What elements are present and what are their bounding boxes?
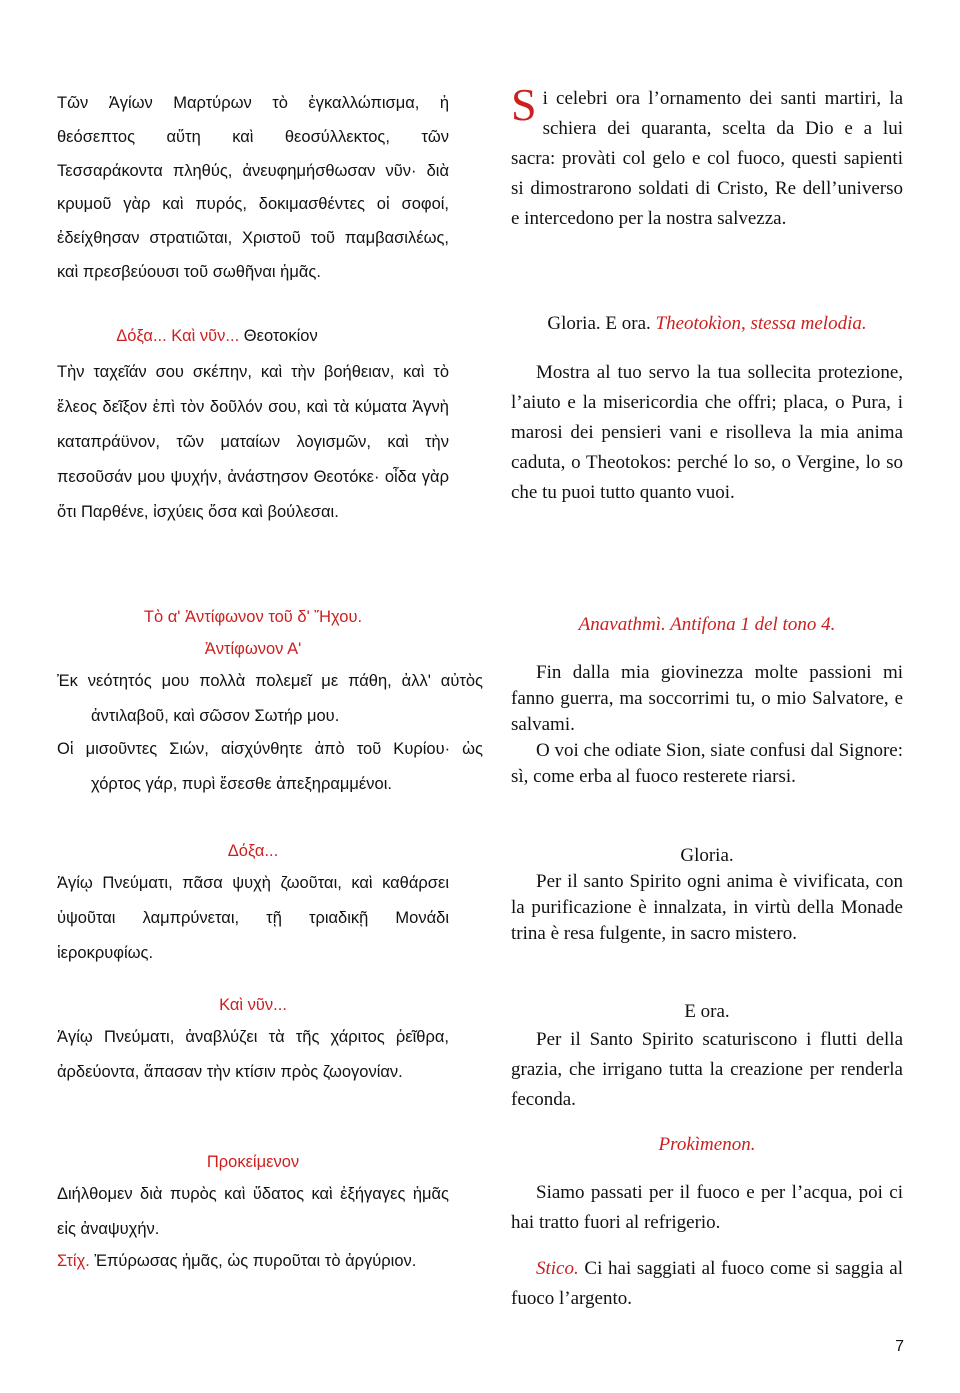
greek-theotokion: Τὴν ταχεῖάν σου σκέπην, καὶ τὴν βοήθειαν, καὶ τὸ ἔλεος δεῖξον ἐπὶ τὸν δοῦλόν σου, καὶ τὰ κύματα Ἁγνὴ καταπράϋνον, τῶν ματαίων λογισμῶν, καὶ τὴν πεσοῦσάν μου ψυχήν, ἀνάστησον Θεοτόκε· οἶδα γὰρ ὅτι Παρθένε, ἰσχύεις ὅσα καὶ βούλεσαι. xyxy=(57,363,449,521)
italian-verse-1: Fin dalla mia giovinezza molte passioni mi fanno guerra, ma soccorrimi tu, o mio Salvatore, e salvami. xyxy=(511,662,903,735)
greek-kai-nyn-text: Ἁγίῳ Πνεύματι, ἀναβλύζει τὰ τῆς χάριτος ῥεῖθρα, ἀρδεύοντα, ἅπασαν τὴν κτίσιν πρὸς ζωογονίαν. xyxy=(57,1028,449,1081)
greek-kai-nyn-rubric: Καὶ νῦν... xyxy=(219,996,287,1014)
greek-stich-text: Ἐπύρωσας ἡμᾶς, ὡς πυροῦται τὸ ἀργύριον. xyxy=(89,1252,417,1270)
greek-antiphon-title: Τὸ α' Ἀντίφωνον τοῦ δ' Ἤχου. xyxy=(143,608,363,626)
italian-gloria: Gloria. xyxy=(680,845,734,866)
greek-prokeimenon-text: Διήλθομεν διὰ πυρὸς καὶ ὕδατος καὶ ἐξήγαγες ἡμᾶς εἰς ἀναψυχήν. xyxy=(57,1185,449,1238)
greek-doxa-theotokion-heading xyxy=(57,320,377,354)
greek-stich xyxy=(57,1245,449,1279)
italian-theotokion: Mostra al tuo servo la tua sollecita protezione, l’aiuto e la misericordia che offri; placa, o Pura, i marosi dei pensieri vani e risolleva la mia anima caduta, o Theotokos: perché lo so, o Vergine, lo so che tu puoi tutto quanto vuoi. xyxy=(511,362,903,503)
italian-stico-text: Ci hai saggiati al fuoco come si saggia al fuoco l’argento. xyxy=(511,1258,903,1309)
greek-verse-2: Οἱ μισοῦντες Σιών, αἰσχύνθητε ἀπὸ τοῦ Κυρίου· ὡς χόρτος γάρ, πυρὶ ἔσεσθε ἀπεξηραμμένοι. xyxy=(57,740,483,793)
greek-antiphon-subtitle: Ἀντίφωνον Α' xyxy=(204,640,302,658)
italian-theotokion-heading: Theotokìon, stessa melodia. xyxy=(655,313,867,334)
italian-troparion xyxy=(511,79,903,234)
greek-doxa-kai-nyn-rubric: Δόξα... Καὶ νῦν... xyxy=(116,327,240,345)
greek-theotokion-label: Θεοτοκίον xyxy=(239,327,318,345)
italian-verse-2: O voi che odiate Sion, siate confusi dal Signore: sì, come erba al fuoco resterete riarsi. xyxy=(511,740,903,787)
italian-gloria-text: Per il santo Spirito ogni anima è vivificata, con la purificazione è innalzata, in virtù della Monade trina è resa fulgente, in sacro mistero. xyxy=(511,871,903,944)
italian-prokimenon-text: Siamo passati per il fuoco e per l’acqua, poi ci hai tratto fuori al refrigerio. xyxy=(511,1182,903,1233)
greek-verse-1: Ἐκ νεότητός μου πολλὰ πολεμεῖ με πάθη, ἀλλ' αὐτὸς ἀντιλαβοῦ, καὶ σῶσον Σωτήρ μου. xyxy=(57,672,483,725)
italian-e-ora-text: Per il Santo Spirito scaturiscono i flutti della grazia, che irrigano tutta la creazione per renderla feconda. xyxy=(511,1029,903,1110)
greek-doxa-text: Ἁγίῳ Πνεύματι, πᾶσα ψυχὴ ζωοῦται, καὶ καθάρσει ὑψοῦται λαμπρύνεται, τῇ τριαδικῇ Μονάδι ἱεροκρυφίως. xyxy=(57,874,449,962)
italian-stico xyxy=(511,1254,903,1314)
greek-stich-label: Στίχ. xyxy=(57,1252,90,1270)
italian-e-ora: E ora. xyxy=(684,1001,730,1022)
italian-gloria-e-ora: Gloria. E ora. xyxy=(547,313,656,334)
greek-doxa-rubric: Δόξα... xyxy=(227,842,279,860)
greek-prokeimenon-title: Προκείμενον xyxy=(206,1153,300,1171)
page-number: 7 xyxy=(895,1338,904,1355)
italian-antiphon-title: Anavathmì. Antifona 1 del tono 4. xyxy=(578,614,836,635)
italian-gloria-theotokion-heading xyxy=(511,309,903,339)
greek-troparion: Τῶν Ἁγίων Μαρτύρων τὸ ἐγκαλλώπισμα, ἡ θεόσεπτος αὕτη καὶ θεοσύλλεκτος, τῶν Τεσσαράκοντα πληθύς, ἀνευφημήσθωσαν νῦν· διὰ κρυμοῦ γὰρ καὶ πυρός, δοκιμασθέντες οἱ σοφοί, ἐδείχθησαν στρατιῶται, Χριστοῦ τοῦ παμβασιλέως, καὶ πρεσβεύουσι τοῦ σωθῆναι ἡμᾶς. xyxy=(57,94,449,281)
drop-cap-initial: S xyxy=(511,79,537,130)
italian-prokimenon-title: Prokìmenon. xyxy=(658,1134,756,1155)
italian-troparion-text: i celebri ora l’ornamento dei santi martiri, la schiera dei quaranta, scelta da Dio e a lui sacra: provàti col gelo e col fuoco, questi sapienti si dimostrarono soldati di Cristo, Re dell’universo e intercedono per la nostra salvezza. xyxy=(511,88,903,229)
italian-stico-label: Stico. xyxy=(536,1258,579,1279)
